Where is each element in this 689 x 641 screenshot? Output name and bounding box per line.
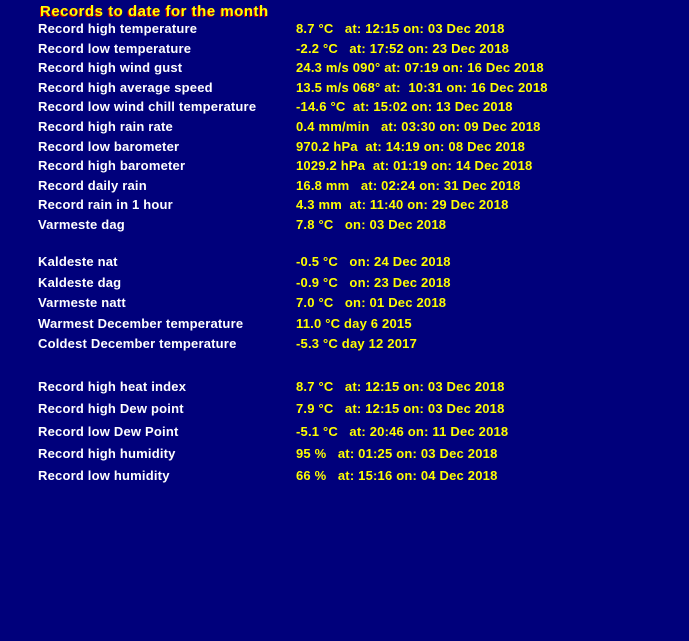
record-value: 8.7 °C at: 12:15 on: 03 Dec 2018 — [296, 379, 505, 394]
record-label: Varmeste natt — [38, 295, 126, 310]
record-value: 11.0 °C day 6 2015 — [296, 315, 412, 331]
record-row — [0, 118, 689, 138]
record-value: 7.9 °C at: 12:15 on: 03 Dec 2018 — [296, 401, 505, 417]
record-row — [0, 335, 689, 356]
record-value: 0.4 mm/min at: 03:30 on: 09 Dec 2018 — [296, 118, 541, 134]
record-label: Record high wind gust — [38, 60, 183, 76]
record-row — [0, 378, 689, 400]
record-row — [0, 467, 689, 489]
record-row — [0, 423, 689, 445]
record-label: Record low Dew Point — [38, 423, 179, 439]
record-value: 4.3 mm at: 11:40 on: 29 Dec 2018 — [296, 197, 509, 213]
record-label: Record high Dew point — [38, 401, 184, 417]
record-row — [0, 400, 689, 422]
record-label: Record high heat index — [38, 379, 187, 394]
record-value: 1029.2 hPa at: 01:19 on: 14 Dec 2018 — [296, 158, 533, 174]
record-row — [0, 315, 689, 336]
record-value: 13.5 m/s 068° at: 10:31 on: 16 Dec 2018 — [296, 79, 548, 95]
page-title: Records to date for the month — [40, 3, 269, 20]
record-value: -0.9 °C on: 23 Dec 2018 — [296, 274, 451, 290]
record-label: Record rain in 1 hour — [38, 197, 173, 213]
record-row — [0, 59, 689, 79]
record-value: 66 % at: 15:16 on: 04 Dec 2018 — [296, 468, 498, 484]
record-label: Record low wind chill temperature — [38, 99, 257, 115]
record-row — [0, 40, 689, 60]
record-row — [0, 177, 689, 197]
record-label: Record low humidity — [38, 468, 170, 484]
record-value: 95 % at: 01:25 on: 03 Dec 2018 — [296, 445, 498, 461]
record-value: -5.1 °C at: 20:46 on: 11 Dec 2018 — [296, 423, 509, 439]
record-label: Record low barometer — [38, 138, 180, 154]
record-value: 970.2 hPa at: 14:19 on: 08 Dec 2018 — [296, 138, 526, 154]
record-value: 16.8 mm at: 02:24 on: 31 Dec 2018 — [296, 177, 521, 193]
record-value: 7.8 °C on: 03 Dec 2018 — [296, 216, 447, 232]
record-label: Record high barometer — [38, 158, 186, 174]
record-label: Varmeste dag — [38, 216, 125, 232]
record-label: Kaldeste nat — [38, 254, 118, 269]
record-label: Record high average speed — [38, 79, 213, 95]
record-label: Coldest December temperature — [38, 336, 237, 351]
record-row — [0, 138, 689, 158]
record-label: Record high humidity — [38, 445, 176, 461]
record-value: -5.3 °C day 12 2017 — [296, 336, 418, 351]
records-section-main — [0, 20, 689, 236]
record-row — [0, 216, 689, 236]
record-label: Record daily rain — [38, 177, 147, 193]
record-label: Kaldeste dag — [38, 274, 122, 290]
record-value: 7.0 °C on: 01 Dec 2018 — [296, 295, 447, 310]
record-row — [0, 253, 689, 274]
record-row — [0, 98, 689, 118]
record-row — [0, 294, 689, 315]
record-row — [0, 196, 689, 216]
record-value: -0.5 °C on: 24 Dec 2018 — [296, 254, 451, 269]
record-row — [0, 157, 689, 177]
record-row — [0, 445, 689, 467]
record-label: Record low temperature — [38, 40, 192, 56]
record-label: Record high rain rate — [38, 118, 173, 134]
record-label: Record high temperature — [38, 21, 198, 36]
record-label: Warmest December temperature — [38, 315, 244, 331]
record-value: 8.7 °C at: 12:15 on: 03 Dec 2018 — [296, 21, 505, 36]
records-section-humidity — [0, 378, 689, 489]
record-value: -14.6 °C at: 15:02 on: 13 Dec 2018 — [296, 99, 513, 115]
records-section-norwegian — [0, 253, 689, 356]
record-row — [0, 20, 689, 40]
record-row — [0, 274, 689, 295]
record-row — [0, 79, 689, 99]
record-value: -2.2 °C at: 17:52 on: 23 Dec 2018 — [296, 40, 510, 56]
record-value: 24.3 m/s 090° at: 07:19 on: 16 Dec 2018 — [296, 60, 544, 76]
